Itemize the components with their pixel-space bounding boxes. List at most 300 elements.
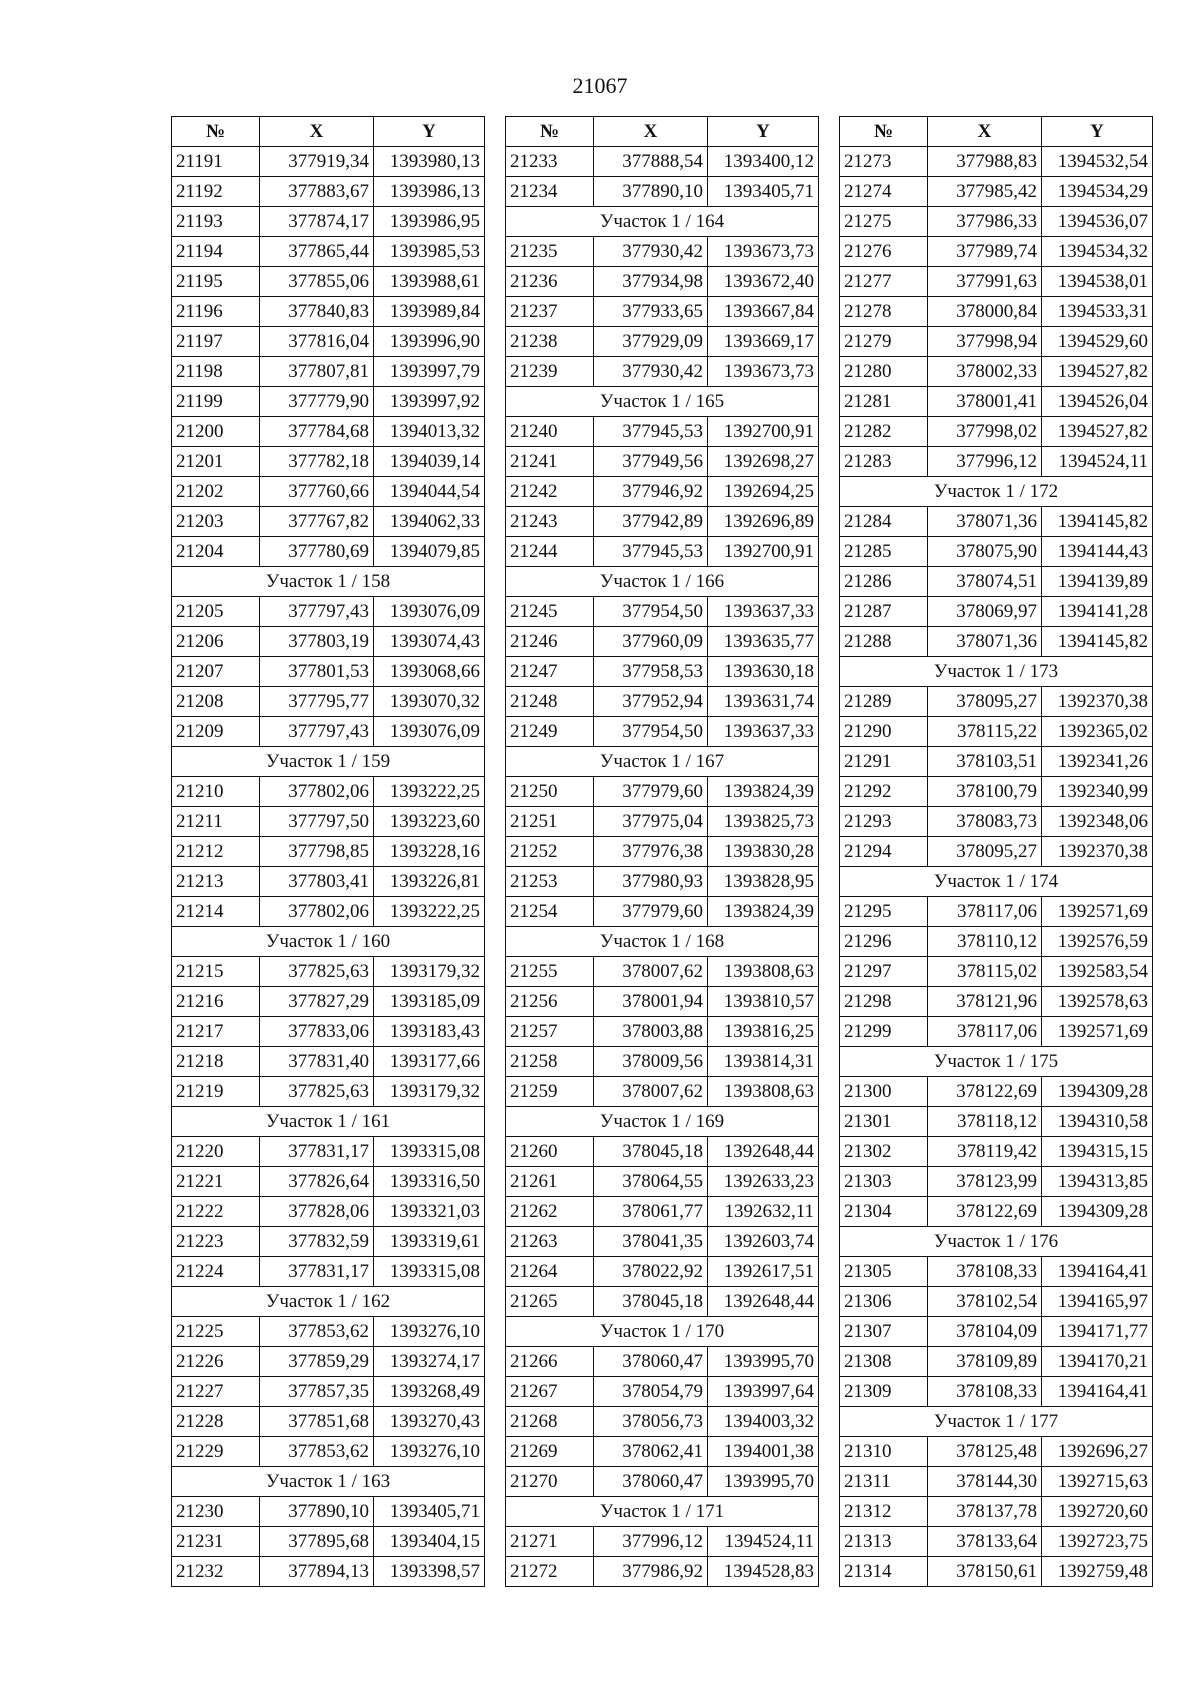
point-number: 21226 [172, 1347, 260, 1377]
y-coordinate: 1393222,25 [374, 777, 485, 807]
point-number: 21266 [506, 1347, 594, 1377]
table-row [506, 1197, 819, 1227]
y-coordinate: 1392365,02 [1042, 717, 1153, 747]
table-row [840, 957, 1153, 987]
table-row [840, 1377, 1153, 1407]
y-coordinate: 1392648,44 [708, 1287, 819, 1317]
table-row [840, 1347, 1153, 1377]
x-coordinate: 377828,06 [260, 1197, 374, 1227]
table-row [506, 867, 819, 897]
x-coordinate: 377933,65 [594, 297, 708, 327]
y-coordinate: 1393179,32 [374, 957, 485, 987]
point-number: 21267 [506, 1377, 594, 1407]
point-number: 21244 [506, 537, 594, 567]
point-number: 21255 [506, 957, 594, 987]
table-row [840, 237, 1153, 267]
y-coordinate: 1392694,25 [708, 477, 819, 507]
x-coordinate: 378060,47 [594, 1467, 708, 1497]
x-coordinate: 378122,69 [928, 1077, 1042, 1107]
table-row [172, 807, 485, 837]
y-coordinate: 1394062,33 [374, 507, 485, 537]
point-number: 21264 [506, 1257, 594, 1287]
y-coordinate: 1393405,71 [708, 177, 819, 207]
table-row [840, 567, 1153, 597]
point-number: 21261 [506, 1167, 594, 1197]
point-number: 21223 [172, 1227, 260, 1257]
point-number: 21232 [172, 1557, 260, 1587]
point-number: 21196 [172, 297, 260, 327]
table-row [172, 1167, 485, 1197]
x-coordinate: 377976,38 [594, 837, 708, 867]
y-coordinate: 1392698,27 [708, 447, 819, 477]
y-coordinate: 1393980,13 [374, 147, 485, 177]
x-coordinate: 377942,89 [594, 507, 708, 537]
x-coordinate: 377797,50 [260, 807, 374, 837]
point-number: 21283 [840, 447, 928, 477]
header-number: № [506, 117, 594, 147]
table-row [840, 1017, 1153, 1047]
y-coordinate: 1394171,77 [1042, 1317, 1153, 1347]
table-row [172, 1227, 485, 1257]
header-x: X [594, 117, 708, 147]
section-title: Участок 1 / 158 [172, 567, 485, 597]
x-coordinate: 378122,69 [928, 1197, 1042, 1227]
header-y: Y [708, 117, 819, 147]
table-row [840, 687, 1153, 717]
y-coordinate: 1393995,70 [708, 1347, 819, 1377]
point-number: 21289 [840, 687, 928, 717]
y-coordinate: 1394145,82 [1042, 627, 1153, 657]
table-row [172, 957, 485, 987]
table-row [840, 537, 1153, 567]
header-y: Y [374, 117, 485, 147]
y-coordinate: 1394044,54 [374, 477, 485, 507]
x-coordinate: 377831,17 [260, 1257, 374, 1287]
y-coordinate: 1392633,23 [708, 1167, 819, 1197]
x-coordinate: 377803,41 [260, 867, 374, 897]
table-row [506, 1047, 819, 1077]
y-coordinate: 1393985,53 [374, 237, 485, 267]
y-coordinate: 1394529,60 [1042, 327, 1153, 357]
point-number: 21301 [840, 1107, 928, 1137]
x-coordinate: 378054,79 [594, 1377, 708, 1407]
x-coordinate: 377840,83 [260, 297, 374, 327]
y-coordinate: 1394532,54 [1042, 147, 1153, 177]
x-coordinate: 378045,18 [594, 1287, 708, 1317]
table-row [840, 987, 1153, 1017]
table-row [840, 747, 1153, 777]
y-coordinate: 1393830,28 [708, 837, 819, 867]
table-row [506, 897, 819, 927]
table-row [506, 1437, 819, 1467]
point-number: 21240 [506, 417, 594, 447]
table-row [172, 717, 485, 747]
x-coordinate: 377952,94 [594, 687, 708, 717]
section-title: Участок 1 / 159 [172, 747, 485, 777]
table-row [172, 387, 485, 417]
table-row [506, 447, 819, 477]
section-title: Участок 1 / 176 [840, 1227, 1153, 1257]
x-coordinate: 378071,36 [928, 627, 1042, 657]
section-row [172, 1287, 485, 1317]
point-number: 21253 [506, 867, 594, 897]
y-coordinate: 1393828,95 [708, 867, 819, 897]
x-coordinate: 378102,54 [928, 1287, 1042, 1317]
point-number: 21203 [172, 507, 260, 537]
section-row [172, 567, 485, 597]
x-coordinate: 378115,02 [928, 957, 1042, 987]
table-row [840, 1077, 1153, 1107]
point-number: 21241 [506, 447, 594, 477]
x-coordinate: 377797,43 [260, 597, 374, 627]
section-title: Участок 1 / 165 [506, 387, 819, 417]
table-row [172, 357, 485, 387]
point-number: 21205 [172, 597, 260, 627]
header-y: Y [1042, 117, 1153, 147]
y-coordinate: 1394170,21 [1042, 1347, 1153, 1377]
x-coordinate: 378117,06 [928, 1017, 1042, 1047]
point-number: 21217 [172, 1017, 260, 1047]
x-coordinate: 377890,10 [594, 177, 708, 207]
y-coordinate: 1393404,15 [374, 1527, 485, 1557]
x-coordinate: 377851,68 [260, 1407, 374, 1437]
section-row [840, 657, 1153, 687]
x-coordinate: 377945,53 [594, 417, 708, 447]
x-coordinate: 377865,44 [260, 237, 374, 267]
point-number: 21220 [172, 1137, 260, 1167]
x-coordinate: 377825,63 [260, 1077, 374, 1107]
y-coordinate: 1394144,43 [1042, 537, 1153, 567]
point-number: 21214 [172, 897, 260, 927]
point-number: 21201 [172, 447, 260, 477]
x-coordinate: 377795,77 [260, 687, 374, 717]
table-row [506, 1347, 819, 1377]
point-number: 21254 [506, 897, 594, 927]
table-row [506, 537, 819, 567]
y-coordinate: 1394315,15 [1042, 1137, 1153, 1167]
point-number: 21212 [172, 837, 260, 867]
point-number: 21251 [506, 807, 594, 837]
y-coordinate: 1394039,14 [374, 447, 485, 477]
point-number: 21204 [172, 537, 260, 567]
point-number: 21308 [840, 1347, 928, 1377]
table-row [506, 327, 819, 357]
x-coordinate: 377954,50 [594, 717, 708, 747]
y-coordinate: 1394527,82 [1042, 357, 1153, 387]
point-number: 21230 [172, 1497, 260, 1527]
y-coordinate: 1394003,32 [708, 1407, 819, 1437]
table-row [172, 597, 485, 627]
table-row [172, 1137, 485, 1167]
y-coordinate: 1393637,33 [708, 717, 819, 747]
y-coordinate: 1393400,12 [708, 147, 819, 177]
table-row [172, 417, 485, 447]
y-coordinate: 1393321,03 [374, 1197, 485, 1227]
section-title: Участок 1 / 162 [172, 1287, 485, 1317]
y-coordinate: 1392715,63 [1042, 1467, 1153, 1497]
point-number: 21282 [840, 417, 928, 447]
x-coordinate: 377930,42 [594, 237, 708, 267]
table-row [506, 237, 819, 267]
y-coordinate: 1393669,17 [708, 327, 819, 357]
y-coordinate: 1393222,25 [374, 897, 485, 927]
x-coordinate: 377980,93 [594, 867, 708, 897]
section-title: Участок 1 / 173 [840, 657, 1153, 687]
y-coordinate: 1392696,27 [1042, 1437, 1153, 1467]
point-number: 21235 [506, 237, 594, 267]
x-coordinate: 377798,85 [260, 837, 374, 867]
y-coordinate: 1393997,92 [374, 387, 485, 417]
x-coordinate: 378062,41 [594, 1437, 708, 1467]
table-row [506, 1167, 819, 1197]
x-coordinate: 378095,27 [928, 837, 1042, 867]
header-row [172, 117, 485, 147]
point-number: 21207 [172, 657, 260, 687]
x-coordinate: 377989,74 [928, 237, 1042, 267]
x-coordinate: 377946,92 [594, 477, 708, 507]
table-row [172, 1527, 485, 1557]
table-row [506, 1257, 819, 1287]
table-row [506, 837, 819, 867]
point-number: 21276 [840, 237, 928, 267]
x-coordinate: 377919,34 [260, 147, 374, 177]
point-number: 21281 [840, 387, 928, 417]
point-number: 21312 [840, 1497, 928, 1527]
x-coordinate: 378118,12 [928, 1107, 1042, 1137]
x-coordinate: 378061,77 [594, 1197, 708, 1227]
header-x: X [928, 117, 1042, 147]
section-row [840, 867, 1153, 897]
point-number: 21285 [840, 537, 928, 567]
table-row [172, 897, 485, 927]
x-coordinate: 378150,61 [928, 1557, 1042, 1587]
table-row [506, 357, 819, 387]
y-coordinate: 1392700,91 [708, 537, 819, 567]
x-coordinate: 377832,59 [260, 1227, 374, 1257]
table-row [840, 1437, 1153, 1467]
section-row [506, 387, 819, 417]
y-coordinate: 1394079,85 [374, 537, 485, 567]
point-number: 21246 [506, 627, 594, 657]
y-coordinate: 1394526,04 [1042, 387, 1153, 417]
table-row [506, 1467, 819, 1497]
table-row [172, 1347, 485, 1377]
point-number: 21213 [172, 867, 260, 897]
table-row [172, 327, 485, 357]
y-coordinate: 1394309,28 [1042, 1197, 1153, 1227]
point-number: 21310 [840, 1437, 928, 1467]
point-number: 21300 [840, 1077, 928, 1107]
x-coordinate: 378069,97 [928, 597, 1042, 627]
section-title: Участок 1 / 177 [840, 1407, 1153, 1437]
y-coordinate: 1392340,99 [1042, 777, 1153, 807]
x-coordinate: 378109,89 [928, 1347, 1042, 1377]
table-row [840, 777, 1153, 807]
x-coordinate: 377874,17 [260, 207, 374, 237]
table-row [840, 807, 1153, 837]
x-coordinate: 377797,43 [260, 717, 374, 747]
x-coordinate: 377857,35 [260, 1377, 374, 1407]
x-coordinate: 377779,90 [260, 387, 374, 417]
table-row [840, 717, 1153, 747]
table-row [840, 1527, 1153, 1557]
section-row [506, 1497, 819, 1527]
point-number: 21258 [506, 1047, 594, 1077]
table-row [840, 177, 1153, 207]
x-coordinate: 377784,68 [260, 417, 374, 447]
point-number: 21209 [172, 717, 260, 747]
table-row [840, 597, 1153, 627]
x-coordinate: 378119,42 [928, 1137, 1042, 1167]
x-coordinate: 377985,42 [928, 177, 1042, 207]
y-coordinate: 1394534,29 [1042, 177, 1153, 207]
x-coordinate: 378001,94 [594, 987, 708, 1017]
point-number: 21271 [506, 1527, 594, 1557]
point-number: 21234 [506, 177, 594, 207]
x-coordinate: 378003,88 [594, 1017, 708, 1047]
point-number: 21262 [506, 1197, 594, 1227]
table-row [172, 1377, 485, 1407]
point-number: 21307 [840, 1317, 928, 1347]
table-row [840, 927, 1153, 957]
point-number: 21277 [840, 267, 928, 297]
x-coordinate: 378060,47 [594, 1347, 708, 1377]
table-row [840, 1287, 1153, 1317]
y-coordinate: 1393315,08 [374, 1257, 485, 1287]
table-row [172, 537, 485, 567]
y-coordinate: 1392571,69 [1042, 1017, 1153, 1047]
table-row [172, 477, 485, 507]
y-coordinate: 1394145,82 [1042, 507, 1153, 537]
table-row [840, 1167, 1153, 1197]
section-row [506, 747, 819, 777]
table-row [840, 1467, 1153, 1497]
point-number: 21250 [506, 777, 594, 807]
point-number: 21259 [506, 1077, 594, 1107]
point-number: 21273 [840, 147, 928, 177]
section-row [506, 567, 819, 597]
section-title: Участок 1 / 172 [840, 477, 1153, 507]
table-row [172, 297, 485, 327]
y-coordinate: 1393070,32 [374, 687, 485, 717]
table-row [506, 1527, 819, 1557]
table-row [506, 507, 819, 537]
x-coordinate: 377894,13 [260, 1557, 374, 1587]
y-coordinate: 1393808,63 [708, 1077, 819, 1107]
section-title: Участок 1 / 174 [840, 867, 1153, 897]
y-coordinate: 1393076,09 [374, 597, 485, 627]
table-row [172, 1497, 485, 1527]
y-coordinate: 1392576,59 [1042, 927, 1153, 957]
x-coordinate: 378041,35 [594, 1227, 708, 1257]
point-number: 21303 [840, 1167, 928, 1197]
table-row [172, 627, 485, 657]
y-coordinate: 1393228,16 [374, 837, 485, 867]
x-coordinate: 378075,90 [928, 537, 1042, 567]
point-number: 21297 [840, 957, 928, 987]
x-coordinate: 377979,60 [594, 777, 708, 807]
y-coordinate: 1394527,82 [1042, 417, 1153, 447]
table-row [172, 777, 485, 807]
x-coordinate: 377929,09 [594, 327, 708, 357]
x-coordinate: 377996,12 [594, 1527, 708, 1557]
x-coordinate: 378117,06 [928, 897, 1042, 927]
point-number: 21272 [506, 1557, 594, 1587]
y-coordinate: 1393825,73 [708, 807, 819, 837]
y-coordinate: 1394164,41 [1042, 1377, 1153, 1407]
point-number: 21302 [840, 1137, 928, 1167]
point-number: 21233 [506, 147, 594, 177]
section-row [506, 1317, 819, 1347]
x-coordinate: 377954,50 [594, 597, 708, 627]
x-coordinate: 378056,73 [594, 1407, 708, 1437]
point-number: 21195 [172, 267, 260, 297]
x-coordinate: 378125,48 [928, 1437, 1042, 1467]
table-row [506, 957, 819, 987]
x-coordinate: 378022,92 [594, 1257, 708, 1287]
table-row [506, 1137, 819, 1167]
y-coordinate: 1393274,17 [374, 1347, 485, 1377]
header-row [840, 117, 1153, 147]
table-row [840, 837, 1153, 867]
point-number: 21221 [172, 1167, 260, 1197]
x-coordinate: 377833,06 [260, 1017, 374, 1047]
table-row [172, 1557, 485, 1587]
table-row [506, 1377, 819, 1407]
table-row [840, 1197, 1153, 1227]
x-coordinate: 377949,56 [594, 447, 708, 477]
section-row [840, 1047, 1153, 1077]
section-title: Участок 1 / 167 [506, 747, 819, 777]
table-row [840, 207, 1153, 237]
table-row [506, 1017, 819, 1047]
y-coordinate: 1394524,11 [708, 1527, 819, 1557]
point-number: 21193 [172, 207, 260, 237]
table-row [506, 1407, 819, 1437]
x-coordinate: 377890,10 [260, 1497, 374, 1527]
section-row [840, 1407, 1153, 1437]
table-row [172, 1077, 485, 1107]
point-number: 21290 [840, 717, 928, 747]
table-row [506, 1557, 819, 1587]
section-title: Участок 1 / 175 [840, 1047, 1153, 1077]
point-number: 21304 [840, 1197, 928, 1227]
x-coordinate: 377986,33 [928, 207, 1042, 237]
table-row [172, 267, 485, 297]
section-title: Участок 1 / 168 [506, 927, 819, 957]
section-row [840, 1227, 1153, 1257]
x-coordinate: 378007,62 [594, 1077, 708, 1107]
table-row [840, 267, 1153, 297]
point-number: 21284 [840, 507, 928, 537]
section-title: Участок 1 / 170 [506, 1317, 819, 1347]
y-coordinate: 1394310,58 [1042, 1107, 1153, 1137]
table-row [506, 597, 819, 627]
y-coordinate: 1393667,84 [708, 297, 819, 327]
point-number: 21194 [172, 237, 260, 267]
x-coordinate: 378083,73 [928, 807, 1042, 837]
y-coordinate: 1392617,51 [708, 1257, 819, 1287]
coordinates-table-1 [171, 116, 485, 1587]
point-number: 21218 [172, 1047, 260, 1077]
y-coordinate: 1392578,63 [1042, 987, 1153, 1017]
y-coordinate: 1392583,54 [1042, 957, 1153, 987]
x-coordinate: 377760,66 [260, 477, 374, 507]
point-number: 21270 [506, 1467, 594, 1497]
point-number: 21211 [172, 807, 260, 837]
x-coordinate: 377767,82 [260, 507, 374, 537]
table-row [172, 1317, 485, 1347]
